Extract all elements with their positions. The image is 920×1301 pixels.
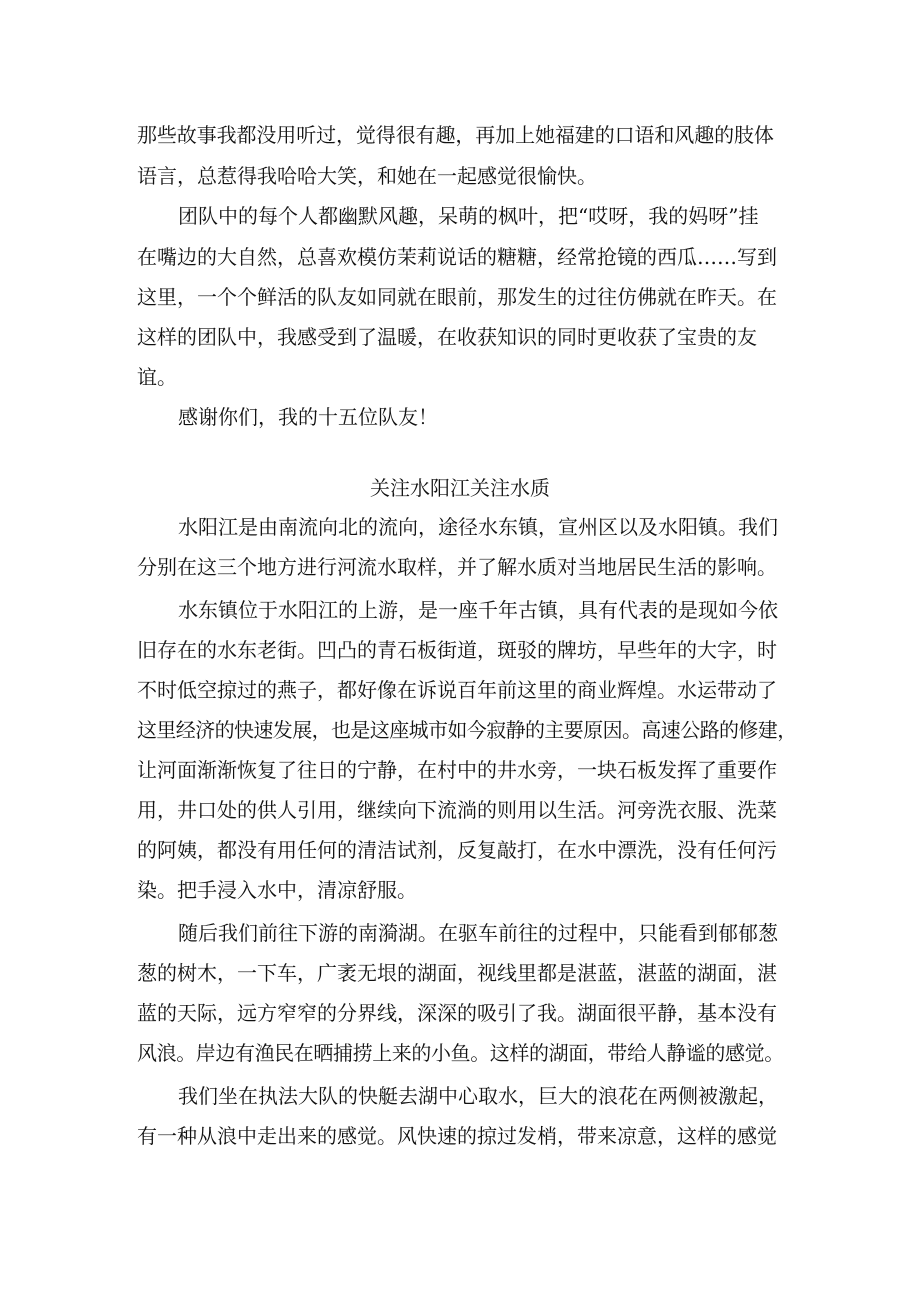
paragraph-line: 随后我们前往下游的南漪湖。在驱车前往的过程中，只能看到郁郁葱 xyxy=(178,921,778,945)
paragraph-line: 染。把手浸入水中，清凉舒服。 xyxy=(137,878,417,902)
paragraph-line: 在嘴边的大自然，总喜欢模仿茉莉说话的糖糖，经常抢镜的西瓜……写到 xyxy=(137,245,777,269)
paragraph-line: 旧存在的水东老街。凹凸的青石板街道，斑驳的牌坊，早些年的大字，时 xyxy=(137,638,777,662)
paragraph-line: 这样的团队中，我感受到了温暖，在收获知识的同时更收获了宝贵的友 xyxy=(137,325,757,349)
paragraph-line: 水阳江是由南流向北的流向，途径水东镇，宣州区以及水阳镇。我们 xyxy=(178,515,778,539)
paragraph-line: 的阿姨，都没有用任何的清洁试剂，反复敲打，在水中漂洗，没有任何污 xyxy=(137,838,777,862)
paragraph-line: 用，井口处的供人引用，继续向下流淌的则用以生活。河旁洗衣服、洗菜 xyxy=(137,798,777,822)
paragraph-line: 感谢你们，我的十五位队友！ xyxy=(178,405,438,429)
paragraph-line: 蓝的天际，远方窄窄的分界线，深深的吸引了我。湖面很平静，基本没有 xyxy=(137,1001,777,1025)
paragraph-line: 这里经济的快速发展，也是这座城市如今寂静的主要原因。高速公路的修建， xyxy=(137,718,797,742)
section-title: 关注水阳江关注水质 xyxy=(370,476,550,500)
paragraph-line: 葱的树木，一下车，广袤无垠的湖面，视线里都是湛蓝，湛蓝的湖面，湛 xyxy=(137,961,777,985)
paragraph-line: 这里，一个个鲜活的队友如同就在眼前，那发生的过往仿佛就在昨天。在 xyxy=(137,285,777,309)
paragraph-line: 那些故事我都没用听过，觉得很有趣，再加上她福建的口语和风趣的肢体 xyxy=(137,123,774,147)
paragraph-line: 谊。 xyxy=(137,365,177,389)
paragraph-line: 分别在这三个地方进行河流水取样，并了解水质对当地居民生活的影响。 xyxy=(137,555,777,579)
paragraph-line: 有一种从浪中走出来的感觉。风快速的掠过发梢，带来凉意，这样的感觉 xyxy=(137,1124,777,1148)
paragraph-line: 我们坐在执法大队的快艇去湖中心取水，巨大的浪花在两侧被激起， xyxy=(178,1084,778,1108)
paragraph-line: 水东镇位于水阳江的上游，是一座千年古镇，具有代表的是现如今依 xyxy=(178,598,778,622)
paragraph-line: 语言，总惹得我哈哈大笑，和她在一起感觉很愉快。 xyxy=(137,164,597,188)
paragraph-line: 团队中的每个人都幽默风趣，呆萌的枫叶，把“哎呀，我的妈呀”挂 xyxy=(178,204,759,228)
paragraph-line: 风浪。岸边有渔民在晒捕捞上来的小鱼。这样的湖面，带给人静谧的感觉。 xyxy=(137,1041,784,1065)
paragraph-line: 不时低空掠过的燕子，都好像在诉说百年前这里的商业辉煌。水运带动了 xyxy=(137,678,777,702)
paragraph-line: 让河面渐渐恢复了往日的宁静，在村中的井水旁，一块石板发挥了重要作 xyxy=(137,758,777,782)
